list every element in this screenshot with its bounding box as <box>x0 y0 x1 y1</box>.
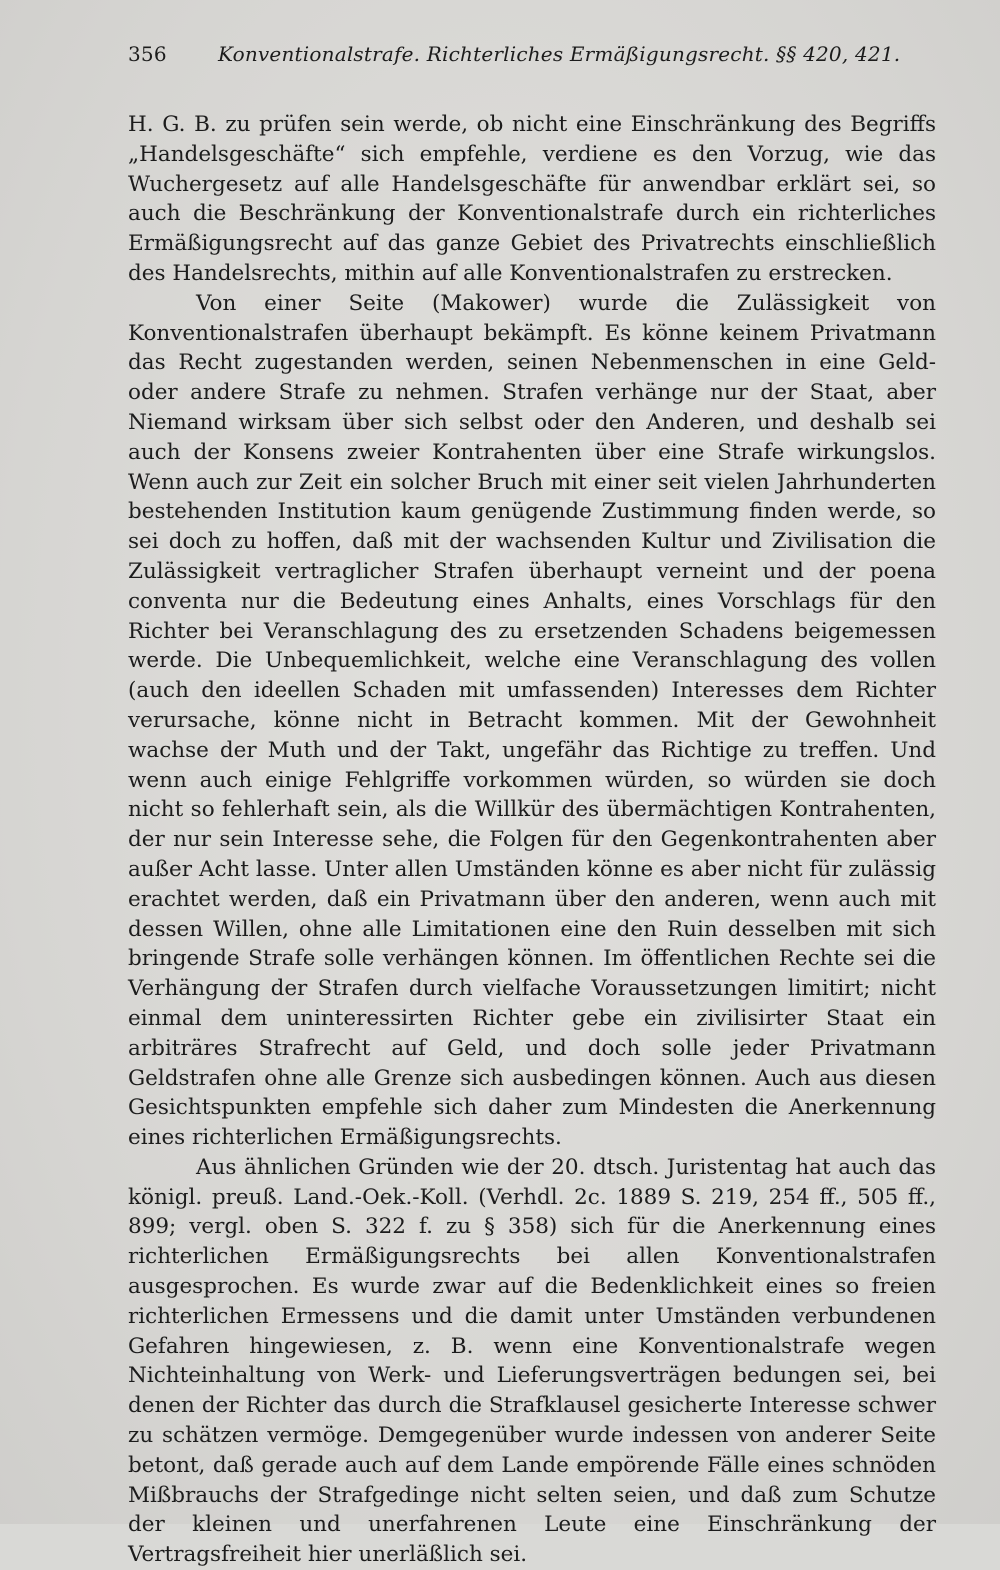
page-body <box>128 110 936 1570</box>
running-head: Konventionalstrafe. Richterliches Ermäßigungsrecht. §§ 420, 421. <box>218 42 901 66</box>
page-number: 356 <box>128 42 167 66</box>
paragraph-landes-oekonomie-kollegium: Aus ähnlichen Gründen wie der 20. dtsch. Juristentag hat auch das königl. preuß. Land.-Oek.-Koll. (Verhdl. 2c. 1889 S. 219, 254 ff., 505 ff., 899; vergl. oben S. 322 f. zu § 358) sich für die Anerkennung eines richterlichen Ermäßigungsrechts bei allen Konventionalstrafen ausgesprochen. Es wurde zwar auf die Bedenklichkeit eines so freien richterlichen Ermessens und die damit unter Umständen verbundenen Gefahren hingewiesen, z. B. wenn eine Konventionalstrafe wegen Nichteinhaltung von Werk- und Lieferungsverträgen bedungen sei, bei denen der Richter das durch die Strafklausel gesicherte Interesse schwer zu schätzen vermöge. Demgegenüber wurde indessen von anderer Seite betont, daß gerade auch auf dem Lande empörende Fälle eines schnöden Mißbrauchs der Strafgedinge nicht selten seien, und daß zum Schutze der kleinen und unerfahrenen Leute eine Einschränkung der Vertragsfreiheit hier unerläßlich sei. <box>128 1154 936 1568</box>
paragraph-continuation: H. G. B. zu prüfen sein werde, ob nicht eine Einschränkung des Begriffs „Handelsgeschäfte“ sich empfehle, verdiene es den Vorzug, wie das Wuchergesetz auf alle Handelsgeschäfte für anwendbar erklärt sei, so auch die Beschränkung der Konventionalstrafe durch ein richterliches Ermäßigungsrecht auf das ganze Gebiet des Privatrechts einschließlich des Handelsrechts, mithin auf alle Konventionalstrafen zu erstrecken. <box>128 112 936 286</box>
page-header <box>128 40 936 80</box>
paragraph-makower: Von einer Seite (Makower) wurde die Zulässigkeit von Konventionalstrafen überhaupt bekämpft. Es könne keinem Privatmann das Recht zugestanden werden, seinen Nebenmenschen in eine Geld- oder andere Strafe zu nehmen. Strafen verhänge nur der Staat, aber Niemand wirksam über sich selbst oder den Anderen, und deshalb sei auch der Konsens zweier Kontrahenten über eine Strafe wirkungslos. Wenn auch zur Zeit ein solcher Bruch mit einer seit vielen Jahrhunderten bestehenden Institution kaum genügende Zustimmung finden werde, so sei doch zu hoffen, daß mit der wachsenden Kultur und Zivilisation die Zulässigkeit vertraglicher Strafen überhaupt verneint und der poena conventa nur die Bedeutung eines Anhalts, eines Vorschlags für den Richter bei Veranschlagung des zu ersetzenden Schadens beigemessen werde. Die Unbequemlichkeit, welche eine Veranschlagung des vollen (auch den ideellen Schaden mit umfassenden) Interesses dem Richter verursache, könne nicht in Betracht kommen. Mit der Gewohnheit wachse der Muth und der Takt, ungefähr das Richtige zu treffen. Und wenn auch einige Fehlgriffe vorkommen würden, so würden sie doch nicht so fehlerhaft sein, als die Willkür des übermächtigen Kontrahenten, der nur sein Interesse sehe, die Folgen für den Gegenkontrahenten aber außer Acht lasse. Unter allen Umständen könne es aber nicht für zulässig erachtet werden, daß ein Privatmann über den anderen, wenn auch mit dessen Willen, ohne alle Limitationen eine den Ruin desselben mit sich bringende Strafe solle verhängen können. Im öffentlichen Rechte sei die Verhängung der Strafen durch vielfache Voraussetzungen limitirt; nicht einmal dem uninteressirten Richter gebe ein zivilisirter Staat ein arbiträres Strafrecht auf Geld, und doch solle jeder Privatmann Geldstrafen ohne alle Grenze sich ausbedingen können. Auch aus diesen Gesichtspunkten empfehle sich daher zum Mindesten die Anerkennung eines richterlichen Ermäßigungsrechts. <box>128 290 936 1151</box>
